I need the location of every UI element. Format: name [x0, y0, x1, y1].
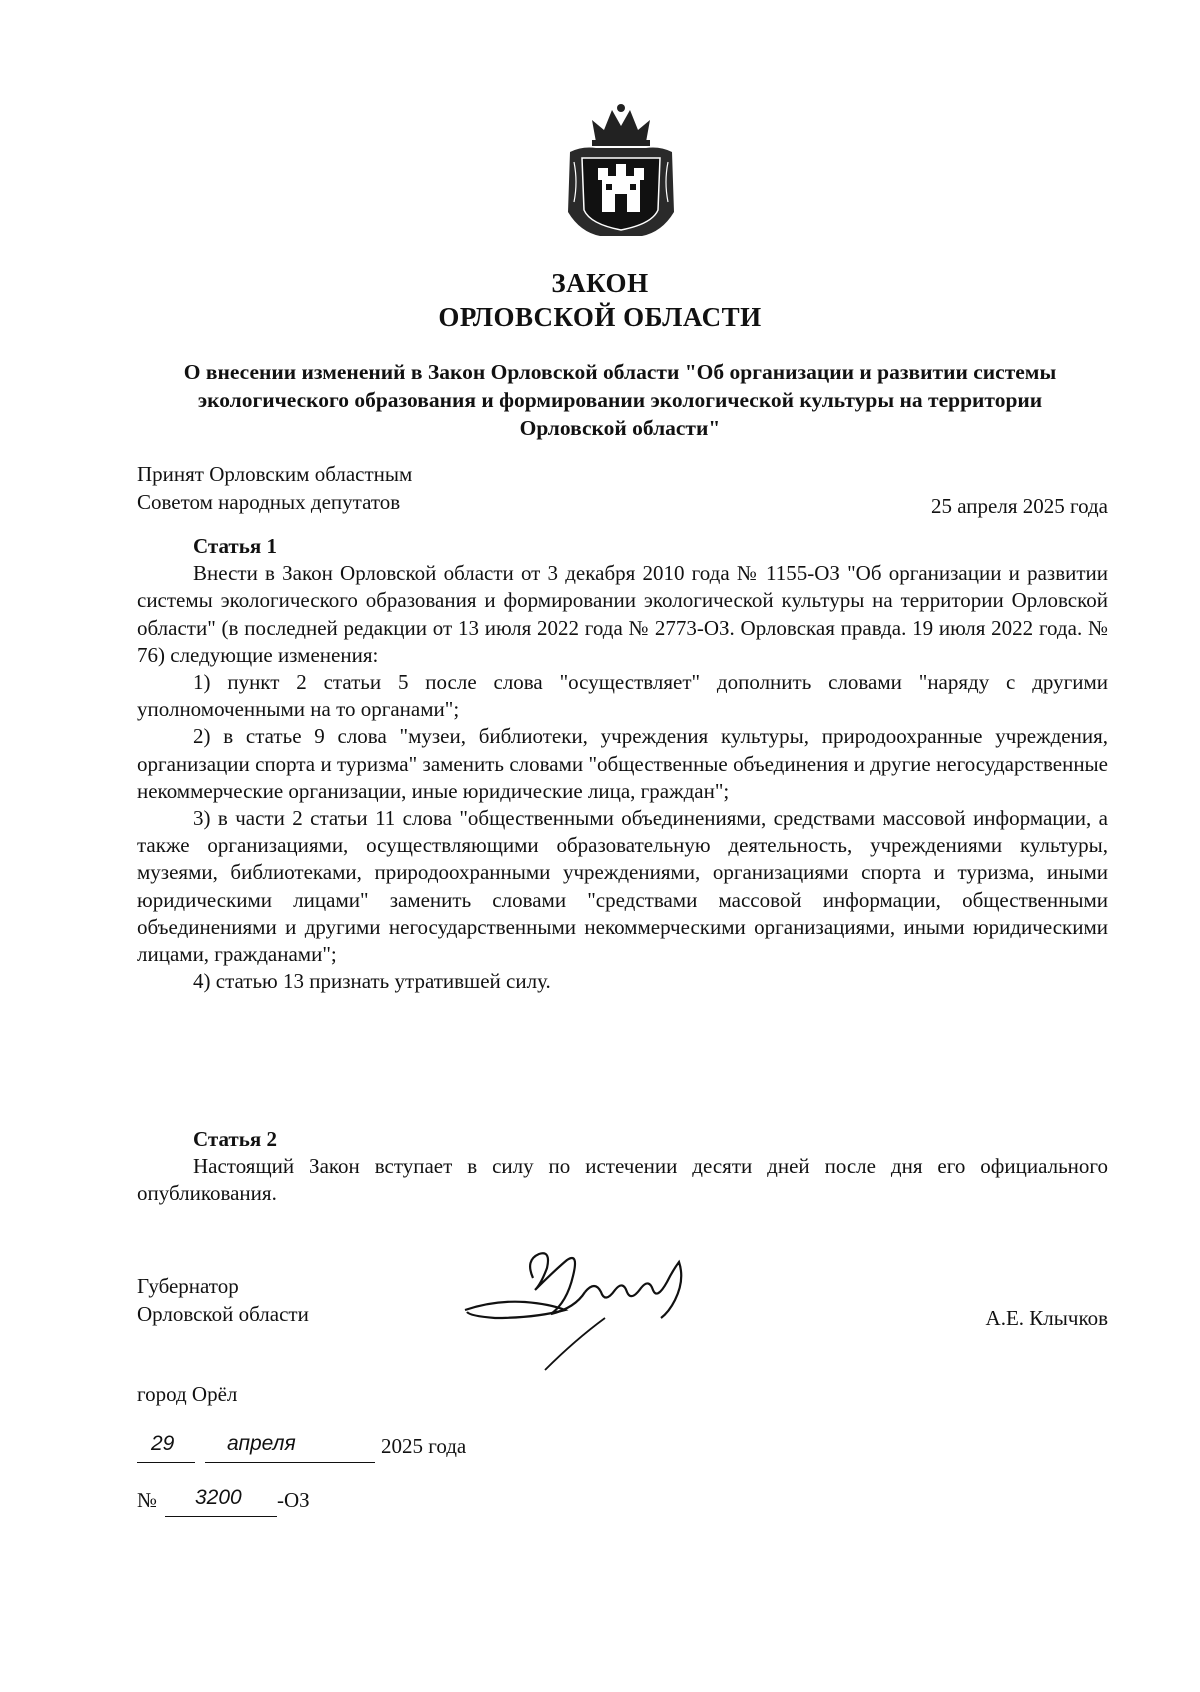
signing-date	[137, 1434, 637, 1464]
law-number-value: 3200	[195, 1486, 242, 1509]
adoption-line2: Советом народных депутатов	[137, 490, 401, 514]
article-1-item: 2) в статье 9 слова "музеи, библиотеки, учреждения культуры, природоохранные учреждения, организации спорта и туризма" заменить словами "общественные объединения и другие негосударственные некоммерческие организации, иные юридические лица, граждан";	[137, 724, 1108, 803]
number-suffix: -ОЗ	[277, 1488, 310, 1512]
signing-year: 2025 года	[381, 1434, 467, 1458]
article-1-intro: Внести в Закон Орловской области от 3 декабря 2010 года № 1155-ОЗ "Об организации и развитии системы экологического образования и формировании экологической культуры на территории Орловской области" (в последней редакции от 13 июля 2022 года № 2773-ОЗ. Орловская правда. 19 июля 2022 года. № 76) следующие изменения:	[137, 561, 1108, 667]
article-1-heading: Статья 1	[193, 534, 277, 558]
document-title-line2: ОРЛОВСКОЙ ОБЛАСТИ	[438, 302, 762, 332]
day-blank	[137, 1434, 195, 1463]
city-of-signing: город Орёл	[137, 1382, 238, 1406]
coat-of-arms-icon	[562, 102, 680, 242]
signatory-name: А.Е. Клычков	[985, 1306, 1108, 1330]
article-1	[137, 533, 1108, 995]
article-2-heading: Статья 2	[193, 1127, 277, 1151]
signing-month: апреля	[227, 1432, 296, 1455]
number-blank	[165, 1488, 277, 1517]
law-number	[137, 1488, 437, 1518]
adoption-date: 25 апреля 2025 года	[931, 494, 1108, 518]
article-2-text: Настоящий Закон вступает в силу по истечении десяти дней после дня его официального опубликования.	[137, 1154, 1108, 1206]
document-subtitle: О внесении изменений в Закон Орловской области "Об организации и развитии системы экологического образования и формировании экологической культуры на территории Орловской области"	[183, 360, 1057, 440]
document-title-line1: ЗАКОН	[551, 268, 649, 298]
article-2	[137, 1126, 1108, 1208]
number-sign: №	[137, 1488, 158, 1512]
signatory-position-line2: Орловской области	[137, 1302, 309, 1326]
adoption-body	[137, 460, 412, 516]
signatory-position	[137, 1272, 309, 1328]
signing-day: 29	[151, 1432, 175, 1455]
article-1-item: 1) пункт 2 статьи 5 после слова "осуществляет" дополнить словами "наряду с другими уполномоченными на то органами";	[137, 670, 1108, 722]
month-blank	[205, 1434, 375, 1463]
adoption-line1: Принят Орловским областным	[137, 462, 413, 486]
article-1-item: 3) в части 2 статьи 11 слова "общественными объединениями, средствами массовой информации, а также организациями, осуществляющими образовательную деятельность, учреждениями культуры, музеями, библиотеками, природоохранными учреждениями, организациями спорта и туризма, иными юридическими лицами" заменить словами "средствами массовой информации, общественными объединениями и другими негосударственными некоммерческими организациями, иными юридическими лицами, гражданами";	[137, 806, 1108, 967]
article-1-item: 4) статью 13 признать утратившей силу.	[193, 969, 551, 994]
signatory-position-line1: Губернатор	[137, 1274, 239, 1298]
handwritten-signature	[455, 1240, 725, 1380]
